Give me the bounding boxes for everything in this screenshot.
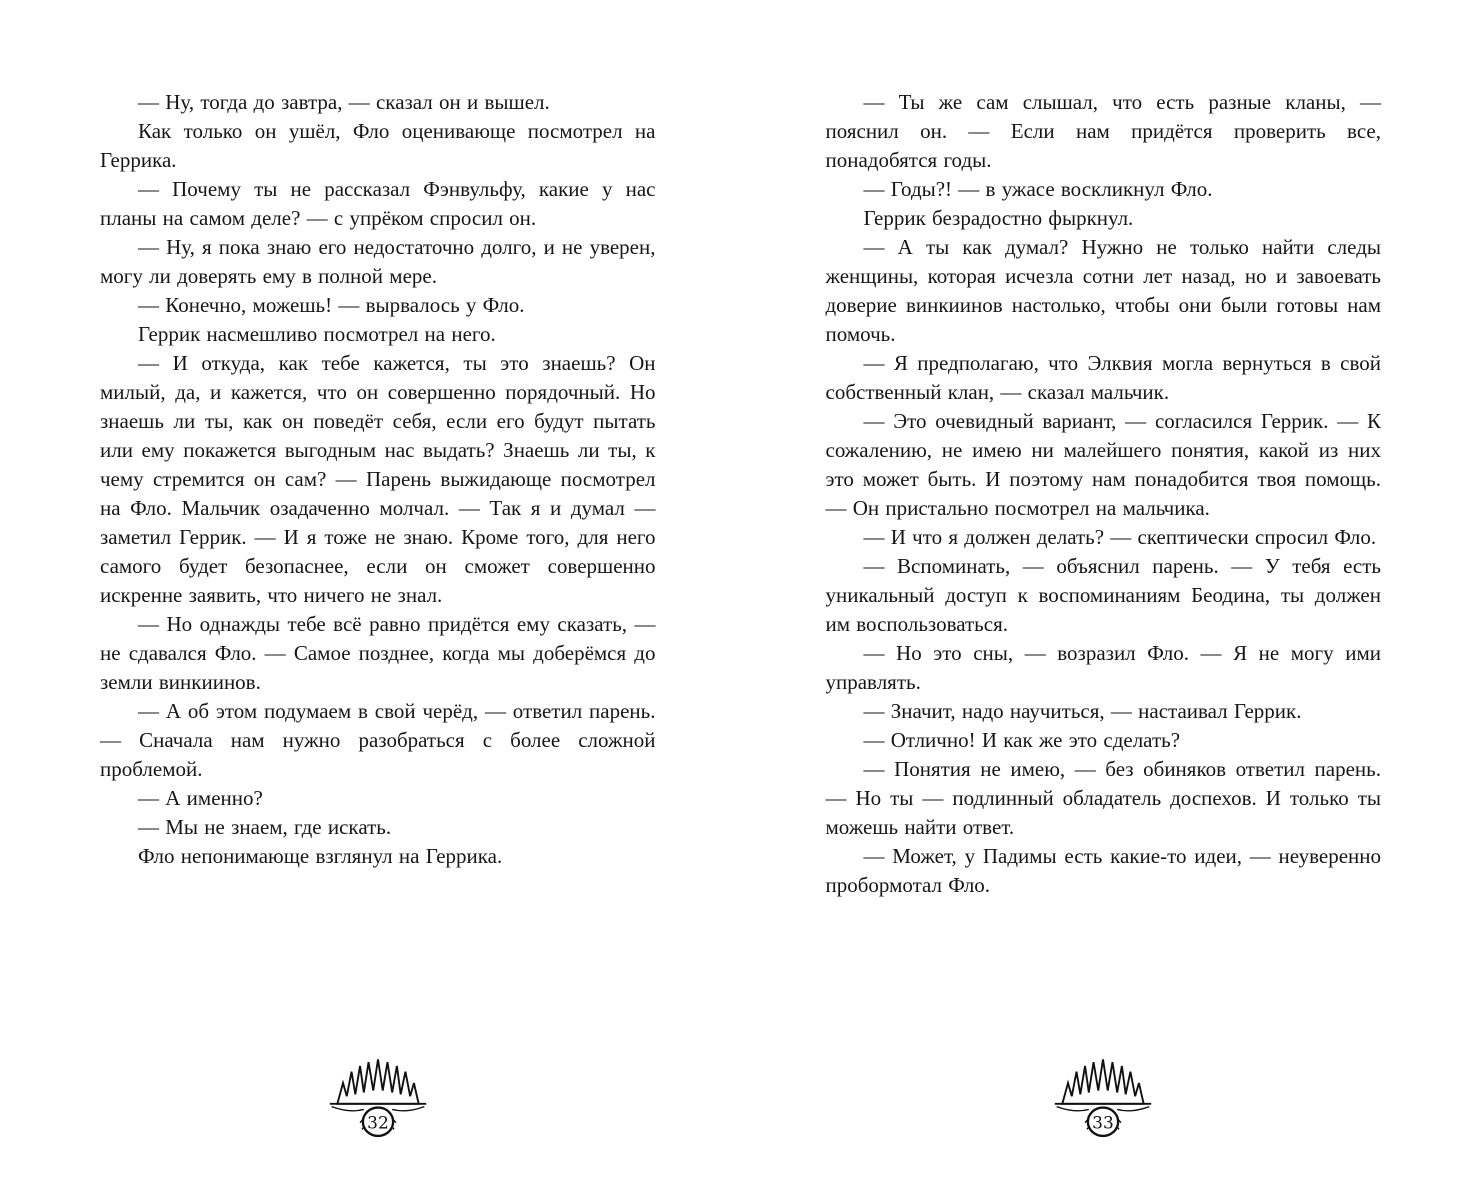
paragraph: — Но это сны, — возразил Фло. — Я не могу ими управлять. — [825, 641, 1381, 694]
page-left — [100, 88, 656, 1148]
paragraph: — Но однажды тебе всё равно придётся ему сказать, — не сдавался Фло. — Самое позднее, когда мы доберёмся до земли винкиинов. — [100, 612, 656, 694]
page-right-text — [826, 88, 1382, 900]
paragraph: Как только он ушёл, Фло оценивающе посмотрел на Геррика. — [100, 119, 656, 172]
paragraph: — Конечно, можешь! — вырвалось у Фло. — [138, 293, 525, 317]
paragraph: — Это очевидный вариант, — согласился Геррик. — К сожалению, не имею ни малейшего понятия, какой из них это может быть. И поэтому нам понадобится твоя помощь. — Он пристально посмотрел на мальчика. — [825, 409, 1381, 520]
paragraph: — Я предполагаю, что Элквия могла вернуться в свой собственный клан, — сказал мальчик. — [825, 351, 1381, 404]
page-right — [826, 88, 1382, 1148]
paragraph: — Мы не знаем, где искать. — [138, 815, 392, 839]
dragon-eye-ornament-icon — [326, 1052, 430, 1148]
paragraph: — А об этом подумаем в свой черёд, — ответил парень. — Сначала нам нужно разобраться с более сложной проблемой. — [100, 699, 656, 781]
paragraph: — А ты как думал? Нужно не только найти следы женщины, которая исчезла сотни лет назад, но и завоевать доверие винкиинов настолько, чтобы они были готовы нам помочь. — [825, 235, 1381, 346]
paragraph: — И что я должен делать? — скептически спросил Фло. — [863, 525, 1377, 549]
paragraph: Геррик насмешливо посмотрел на него. — [138, 322, 496, 346]
page-number: 33 — [1092, 1113, 1115, 1134]
paragraph: — Почему ты не рассказал Фэнвульфу, какие у нас планы на самом деле? — с упрёком спросил он. — [100, 177, 656, 230]
page-ornament — [1051, 1052, 1155, 1148]
paragraph: — Вспоминать, — объяснил парень. — У тебя есть уникальный доступ к воспоминаниям Беодина, ты должен им воспользоваться. — [825, 554, 1381, 636]
paragraph: Фло непонимающе взглянул на Геррика. — [138, 844, 503, 868]
page-number: 32 — [366, 1113, 389, 1134]
paragraph: — Понятия не имею, — без обиняков ответил парень. — Но ты — подлинный обладатель доспехов. И только ты можешь найти ответ. — [825, 757, 1381, 839]
paragraph: — Значит, надо научиться, — настаивал Геррик. — [863, 699, 1302, 723]
paragraph: — Отлично! И как же это сделать? — [863, 728, 1181, 752]
paragraph: — Может, у Падимы есть какие-то идеи, — неуверенно пробормотал Фло. — [825, 844, 1381, 897]
paragraph: — И откуда, как тебе кажется, ты это знаешь? Он милый, да, и кажется, что он совершенно порядочный. Но знаешь ли ты, как он поведёт себя, если его будут пытать или ему покажется выгодным нас выдать? Знаешь ли ты, к чему стремится он сам? — Парень выжидающе посмотрел на Фло. Мальчик озадаченно молчал. — Так я и думал — заметил Геррик. — И я тоже не знаю. Кроме того, для него самого будет безопаснее, если он сможет совершенно искренне заявить, что ничего не знал. — [100, 351, 656, 607]
dragon-eye-ornament-icon — [1051, 1052, 1155, 1148]
paragraph: — Ну, я пока знаю его недостаточно долго, и не уверен, могу ли доверять ему в полной мере. — [100, 235, 656, 288]
paragraph: Геррик безрадостно фыркнул. — [863, 206, 1134, 230]
page-ornament — [326, 1052, 430, 1148]
paragraph: — А именно? — [138, 786, 263, 810]
paragraph: — Годы?! — в ужасе воскликнул Фло. — [863, 177, 1213, 201]
paragraph: — Ну, тогда до завтра, — сказал он и вышел. — [138, 90, 550, 114]
page-left-text — [100, 88, 656, 871]
paragraph: — Ты же сам слышал, что есть разные кланы, — пояснил он. — Если нам придётся проверить все, понадобятся годы. — [825, 90, 1381, 172]
